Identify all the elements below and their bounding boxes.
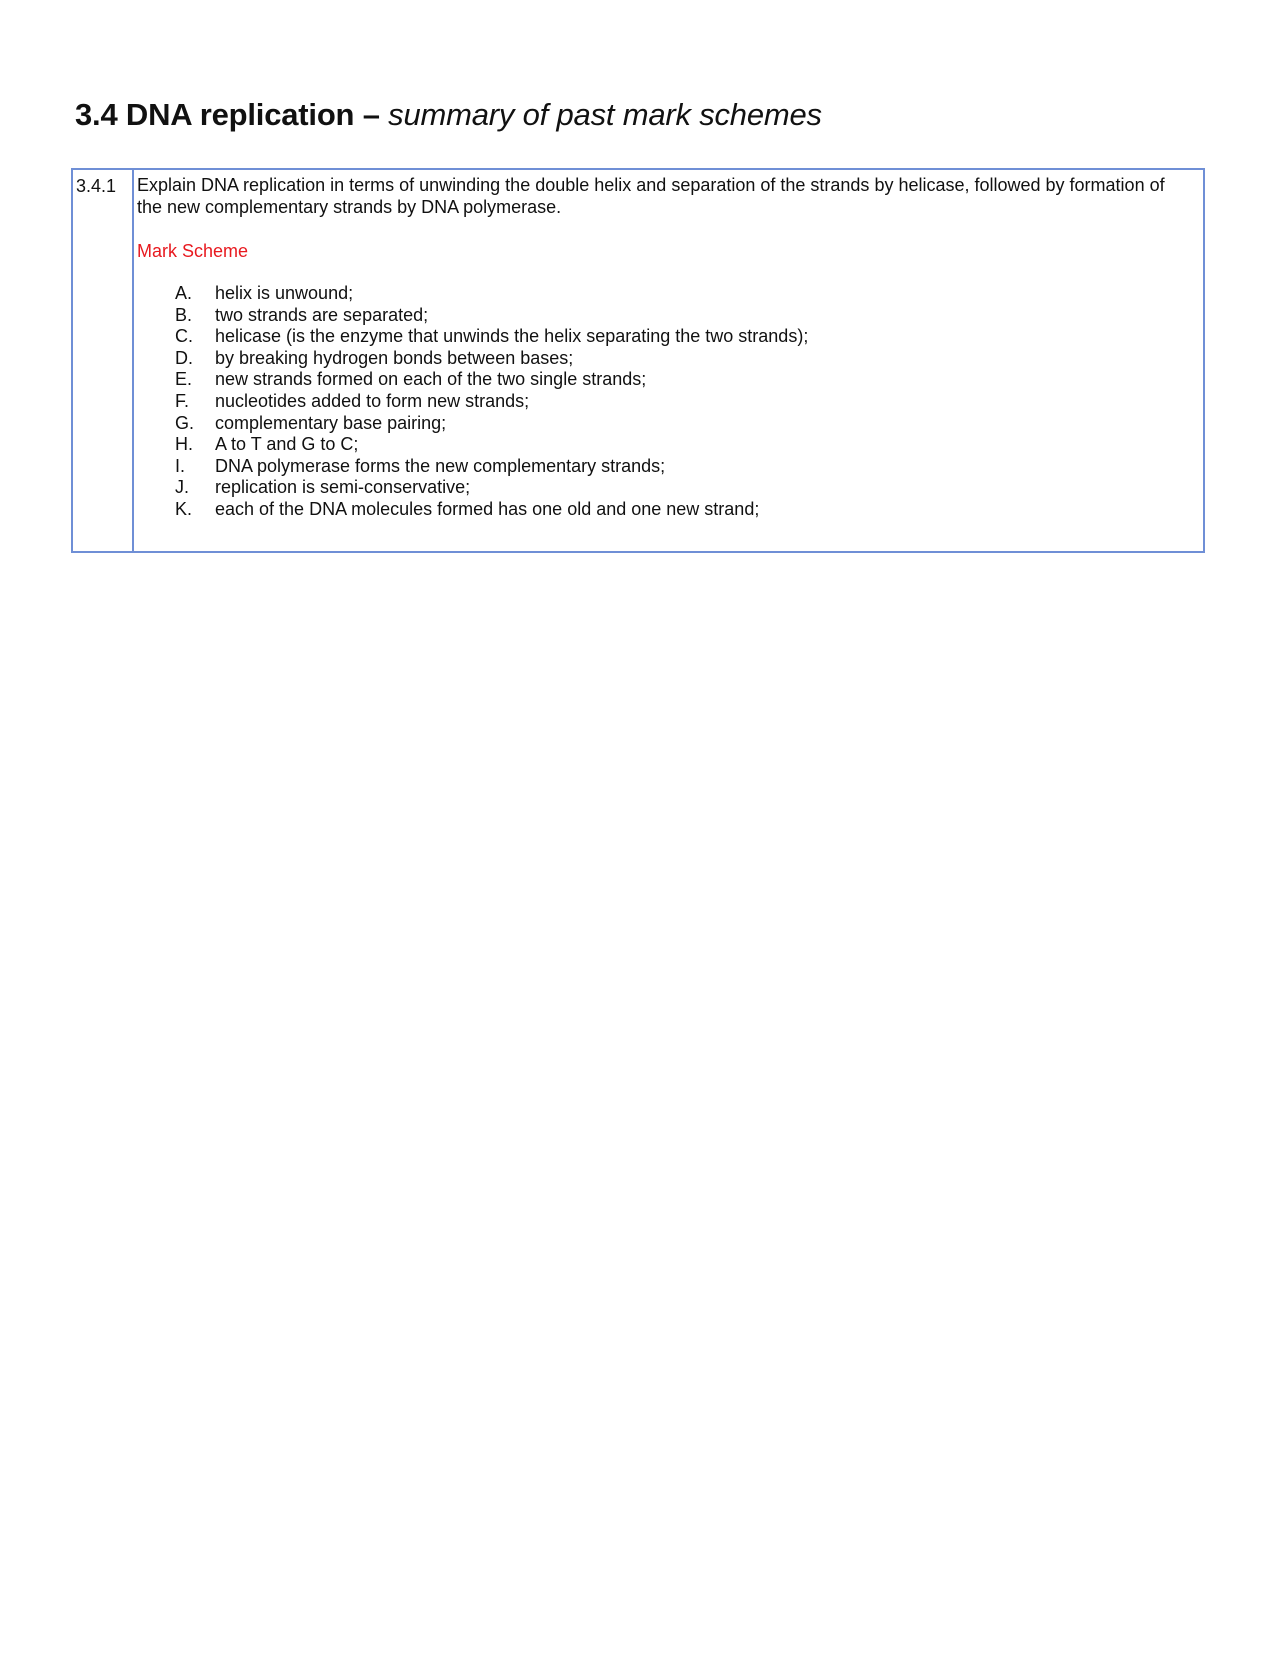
marking-point-text: helicase (is the enzyme that unwinds the helix separating the two strands);	[215, 326, 809, 347]
marking-point-text: complementary base pairing;	[215, 412, 447, 433]
marking-point-letter: H.	[175, 434, 193, 455]
mark-scheme-heading: Mark Scheme	[137, 241, 249, 261]
page-title-main: 3.4 DNA replication –	[75, 97, 380, 132]
marking-point-letter: A.	[175, 283, 193, 303]
marking-point	[137, 413, 1193, 435]
marking-point-text: helix is unwound;	[215, 283, 354, 303]
marking-point-letter: I.	[175, 455, 186, 476]
marking-point	[137, 348, 1193, 370]
marking-point	[137, 369, 1193, 391]
marking-point-letter: E.	[175, 369, 193, 390]
marking-point-letter: C.	[175, 326, 193, 347]
marking-point-text: two strands are separated;	[215, 304, 429, 325]
page-title	[75, 96, 822, 134]
marking-point-text: A to T and G to C;	[215, 434, 359, 455]
marking-point	[137, 391, 1193, 413]
marking-point-text: new strands formed on each of the two single strands;	[215, 369, 647, 390]
marking-point	[137, 305, 1193, 327]
marking-point-letter: K.	[175, 498, 193, 519]
marking-point-letter: G.	[175, 412, 195, 433]
marking-point	[137, 456, 1193, 478]
page-title-subtitle: summary of past mark schemes	[388, 97, 822, 132]
marking-point	[137, 283, 1193, 305]
marking-point	[137, 499, 1193, 521]
marking-point-letter: D.	[175, 347, 193, 368]
marking-point-letter: B.	[175, 304, 193, 325]
marking-point-text: replication is semi-conservative;	[215, 477, 471, 498]
marking-point	[137, 434, 1193, 456]
marking-point	[137, 477, 1193, 499]
spec-content	[134, 170, 1203, 551]
marking-point-text: nucleotides added to form new strands;	[215, 390, 530, 411]
marking-point-text: each of the DNA molecules formed has one old and one new strand;	[215, 498, 760, 519]
marking-point	[137, 326, 1193, 348]
marking-points-list	[137, 283, 1193, 521]
marking-point-letter: J.	[175, 477, 190, 498]
spec-statement: Explain DNA replication in terms of unwinding the double helix and separation of the strands by helicase, followed by formation of the new complementary strands by DNA polymerase.	[137, 175, 1165, 217]
spec-number: 3.4.1	[73, 170, 134, 551]
spec-table	[71, 168, 1205, 553]
marking-point-text: DNA polymerase forms the new complementary strands;	[215, 455, 666, 476]
marking-point-letter: F.	[175, 390, 190, 411]
marking-point-text: by breaking hydrogen bonds between bases;	[215, 347, 574, 368]
